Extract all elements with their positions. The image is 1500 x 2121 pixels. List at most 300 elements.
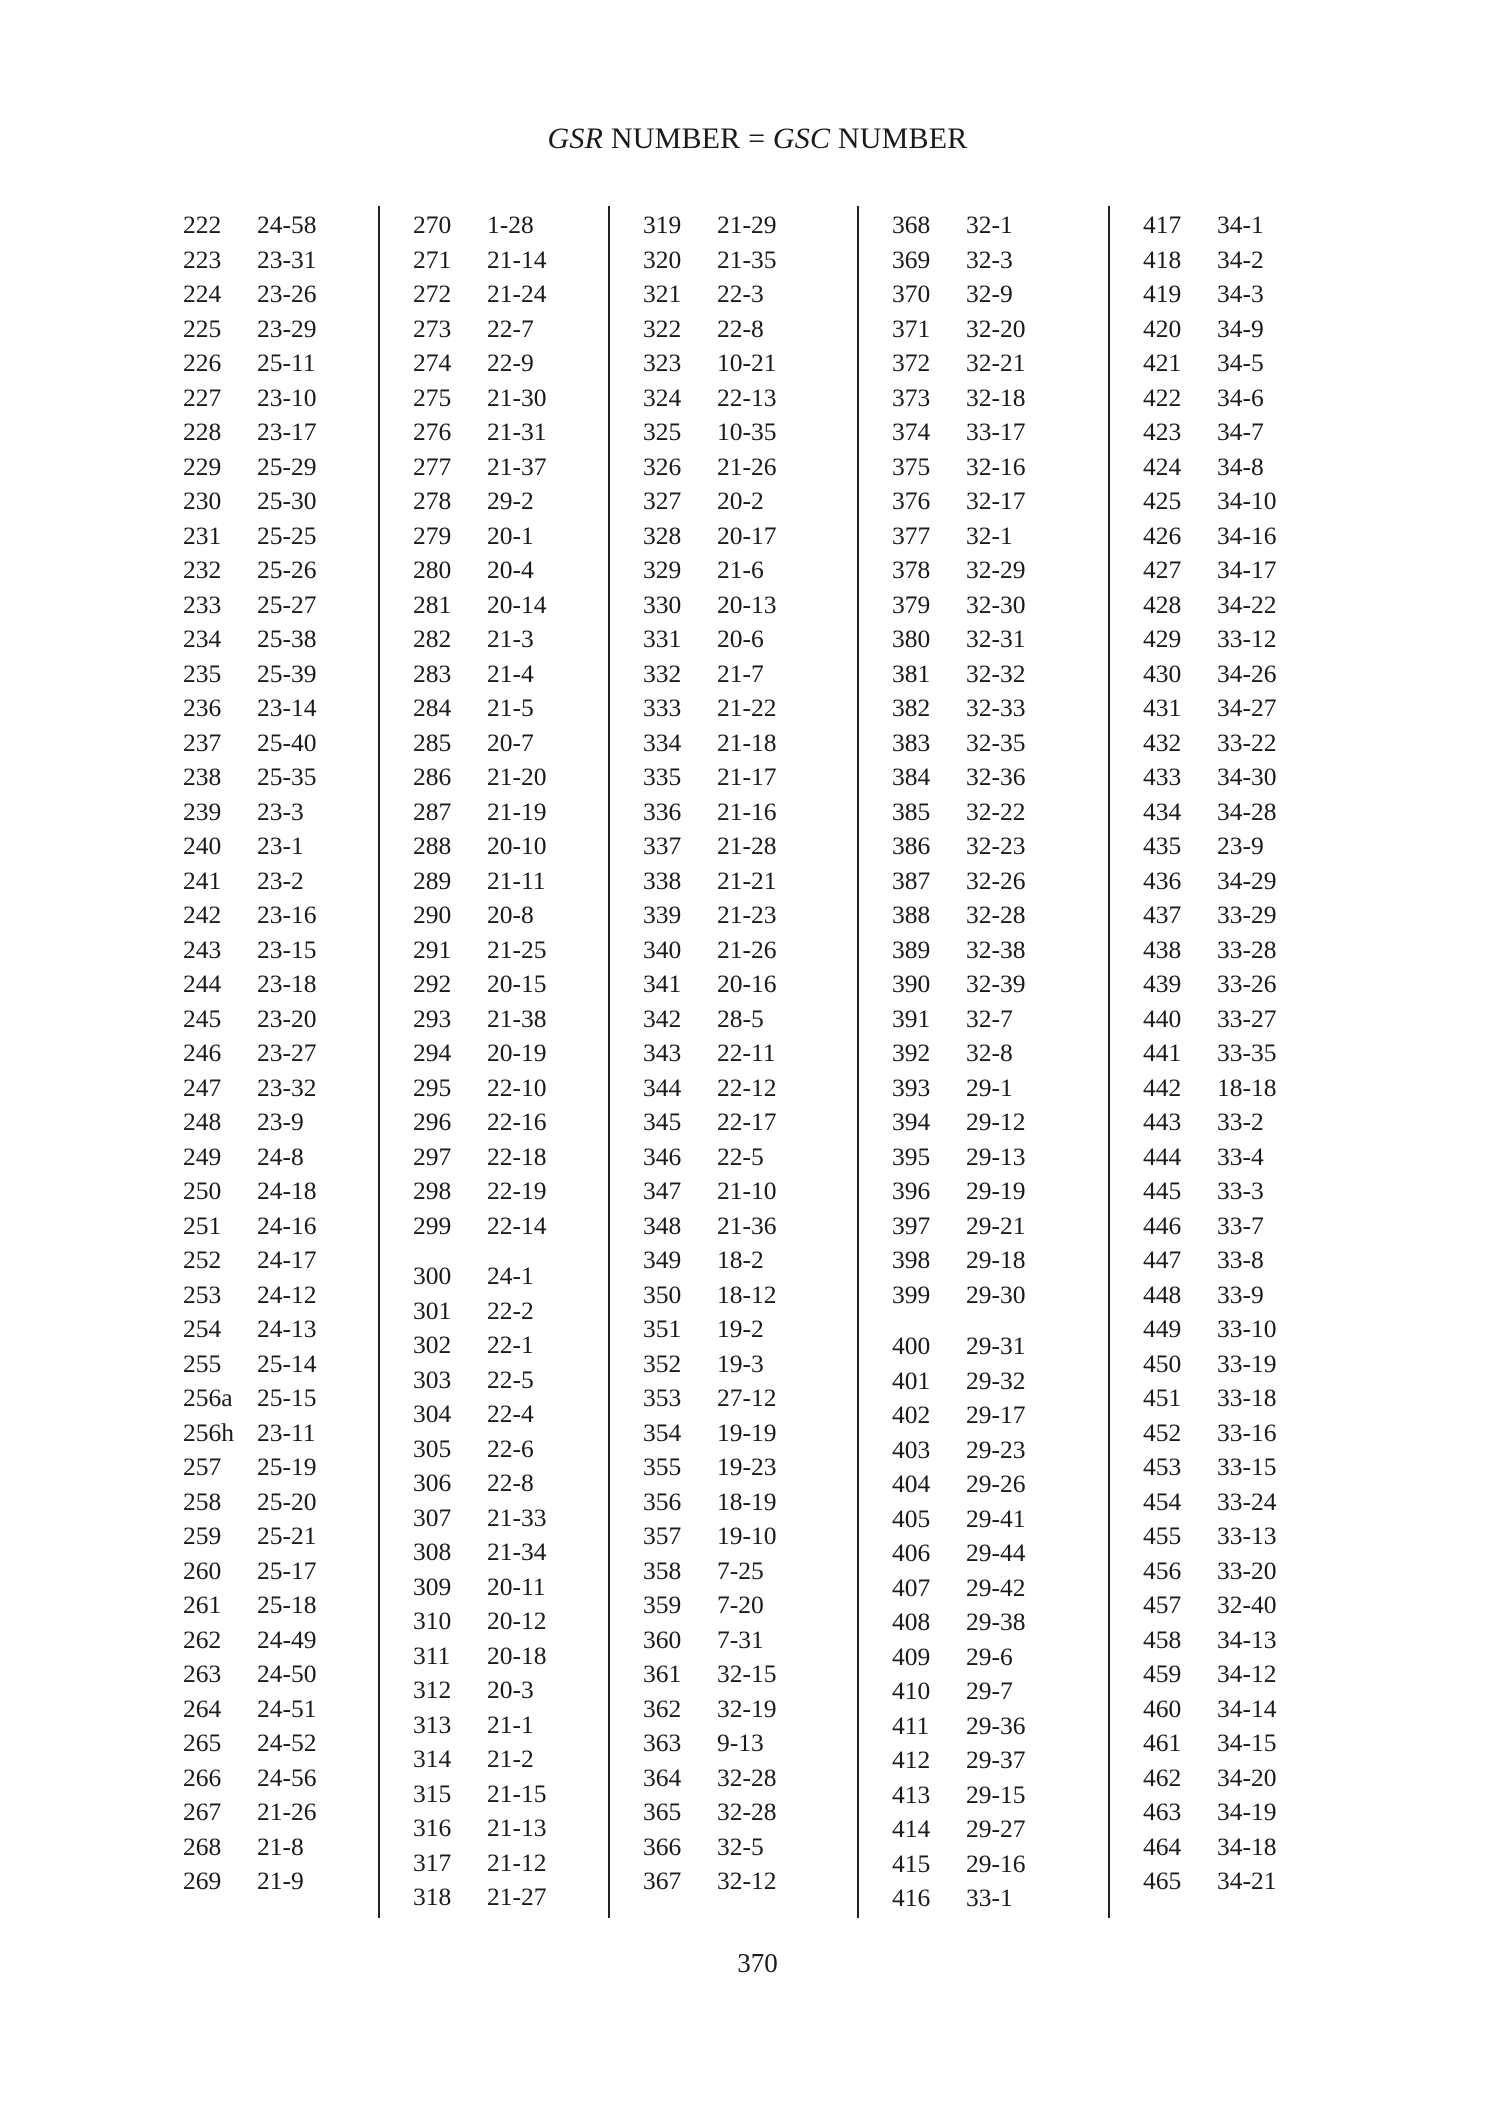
gsc-number: 34-30 <box>1217 762 1277 791</box>
gsc-number: 33-3 <box>1217 1176 1264 1205</box>
gsr-number: 301 <box>413 1295 452 1325</box>
gsc-number: 21-20 <box>487 762 547 791</box>
gsr-number: 308 <box>413 1537 452 1566</box>
gsr-number: 403 <box>892 1434 931 1464</box>
gsr-number: 322 <box>643 313 682 343</box>
gsc-number: 29-21 <box>966 1210 1026 1240</box>
gsr-number: 292 <box>413 969 452 998</box>
gsr-number: 459 <box>1143 1659 1182 1688</box>
gsc-number: 22-4 <box>487 1399 534 1428</box>
gsr-number: 445 <box>1143 1176 1182 1205</box>
gsc-number: 32-28 <box>717 1797 777 1826</box>
gsr-number: 375 <box>892 451 931 481</box>
gsr-number: 305 <box>413 1433 452 1463</box>
gsr-number: 229 <box>183 451 222 481</box>
gsc-number: 28-5 <box>717 1003 764 1033</box>
gsc-number: 23-15 <box>257 934 317 964</box>
gsc-number: 34-16 <box>1217 520 1277 550</box>
gsc-number: 25-17 <box>257 1555 317 1585</box>
gsr-number: 325 <box>643 417 682 446</box>
gsr-number: 355 <box>643 1452 682 1481</box>
gsr-number: 267 <box>183 1797 222 1826</box>
gsc-number: 22-2 <box>487 1295 534 1325</box>
gsc-number: 21-8 <box>257 1831 304 1861</box>
gsr-number: 357 <box>643 1521 682 1550</box>
gsc-number: 20-7 <box>487 727 534 757</box>
gsc-number: 32-33 <box>966 693 1026 722</box>
gsr-number: 439 <box>1143 969 1182 998</box>
gsc-number: 21-11 <box>487 865 546 895</box>
gsr-number: 318 <box>413 1882 452 1911</box>
gsc-number: 21-30 <box>487 382 547 412</box>
gsc-number: 34-3 <box>1217 279 1264 308</box>
gsr-number: 435 <box>1143 831 1182 860</box>
gsc-number: 22-8 <box>717 313 764 343</box>
gsc-number: 21-14 <box>487 244 547 274</box>
gsc-number: 33-28 <box>1217 934 1277 964</box>
gsr-number: 320 <box>643 244 682 274</box>
gsc-number: 20-6 <box>717 624 764 653</box>
gsr-number: 393 <box>892 1072 931 1102</box>
gsc-number: 34-14 <box>1217 1693 1277 1723</box>
gsr-number: 405 <box>892 1503 931 1533</box>
gsr-number: 384 <box>892 762 931 791</box>
gsc-number: 29-17 <box>966 1400 1026 1429</box>
gsr-number: 437 <box>1143 900 1182 929</box>
gsc-number: 34-17 <box>1217 555 1277 584</box>
gsr-number: 316 <box>413 1813 452 1842</box>
gsr-number: 276 <box>413 417 452 446</box>
gsc-number: 29-2 <box>487 486 534 515</box>
gsr-number: 346 <box>643 1141 682 1171</box>
gsr-number: 408 <box>892 1607 931 1636</box>
gsc-number: 29-6 <box>966 1641 1013 1671</box>
gsc-number: 22-13 <box>717 382 777 412</box>
gsc-number: 29-15 <box>966 1779 1026 1809</box>
gsc-number: 32-21 <box>966 348 1026 377</box>
gsr-number: 314 <box>413 1744 452 1773</box>
gsc-number: 21-7 <box>717 658 764 688</box>
gsc-number: 32-40 <box>1217 1590 1277 1619</box>
gsr-number: 274 <box>413 348 452 377</box>
gsr-number: 376 <box>892 486 931 515</box>
gsr-number: 452 <box>1143 1417 1182 1447</box>
gsr-number: 298 <box>413 1176 452 1205</box>
gsr-number: 321 <box>643 279 682 308</box>
gsr-number: 433 <box>1143 762 1182 791</box>
gsr-number: 315 <box>413 1778 452 1808</box>
gsr-number: 420 <box>1143 313 1182 343</box>
gsr-number: 311 <box>413 1640 451 1670</box>
gsr-number: 432 <box>1143 727 1182 757</box>
gsr-number: 223 <box>183 244 222 274</box>
gsc-number: 25-26 <box>257 555 317 584</box>
gsr-number: 243 <box>183 934 222 964</box>
gsc-number: 29-18 <box>966 1245 1026 1274</box>
gsc-number: 34-27 <box>1217 693 1277 722</box>
gsr-number: 343 <box>643 1038 682 1067</box>
gsr-number: 263 <box>183 1659 222 1688</box>
gsc-number: 23-2 <box>257 865 304 895</box>
gsc-number: 32-31 <box>966 624 1026 653</box>
gsc-number: 34-15 <box>1217 1728 1277 1757</box>
gsc-number: 25-29 <box>257 451 317 481</box>
gsc-number: 23-3 <box>257 796 304 826</box>
gsc-number: 23-14 <box>257 693 317 722</box>
gsr-number: 294 <box>413 1038 452 1067</box>
gsr-number: 287 <box>413 796 452 826</box>
gsc-number: 29-31 <box>966 1331 1026 1360</box>
gsr-number: 245 <box>183 1003 222 1033</box>
gsc-number: 21-17 <box>717 762 777 791</box>
gsr-number: 253 <box>183 1279 222 1309</box>
gsc-number: 21-1 <box>487 1709 534 1739</box>
gsc-number: 19-2 <box>717 1314 764 1343</box>
gsc-number: 20-12 <box>487 1606 547 1635</box>
gsr-number: 351 <box>643 1314 682 1343</box>
gsr-number: 460 <box>1143 1693 1182 1723</box>
gsc-number: 20-2 <box>717 486 764 515</box>
gsc-number: 34-7 <box>1217 417 1264 446</box>
gsc-number: 20-17 <box>717 520 777 550</box>
gsc-number: 22-7 <box>487 313 534 343</box>
gsr-number: 385 <box>892 796 931 826</box>
gsr-number: 353 <box>643 1383 682 1412</box>
gsc-number: 33-27 <box>1217 1003 1277 1033</box>
gsc-number: 34-22 <box>1217 589 1277 619</box>
gsc-number: 32-12 <box>717 1866 777 1895</box>
gsc-number: 24-1 <box>487 1261 534 1290</box>
gsr-number: 328 <box>643 520 682 550</box>
gsc-number: 32-7 <box>966 1003 1013 1033</box>
gsr-number: 225 <box>183 313 222 343</box>
gsc-number: 22-3 <box>717 279 764 308</box>
gsr-number: 238 <box>183 762 222 791</box>
gsc-number: 21-26 <box>257 1797 317 1826</box>
gsr-number: 415 <box>892 1848 931 1878</box>
gsc-number: 21-23 <box>717 900 777 929</box>
gsr-number: 465 <box>1143 1866 1182 1895</box>
gsc-number: 20-14 <box>487 589 547 619</box>
gsc-number: 24-17 <box>257 1245 317 1274</box>
gsr-number: 309 <box>413 1571 452 1601</box>
gsr-number: 450 <box>1143 1348 1182 1378</box>
gsc-number: 25-40 <box>257 727 317 757</box>
gsr-number: 360 <box>643 1624 682 1654</box>
gsr-number: 299 <box>413 1210 452 1240</box>
gsr-number: 344 <box>643 1072 682 1102</box>
gsc-number: 21-12 <box>487 1847 547 1877</box>
gsc-number: 29-27 <box>966 1814 1026 1843</box>
gsc-number: 32-19 <box>717 1693 777 1723</box>
gsc-number: 21-3 <box>487 624 534 653</box>
gsr-number: 247 <box>183 1072 222 1102</box>
gsr-number: 421 <box>1143 348 1182 377</box>
gsr-number: 430 <box>1143 658 1182 688</box>
gsr-number: 295 <box>413 1072 452 1102</box>
gsr-number: 429 <box>1143 624 1182 653</box>
gsc-number: 34-13 <box>1217 1624 1277 1654</box>
gsr-number: 302 <box>413 1330 452 1359</box>
gsc-number: 25-35 <box>257 762 317 791</box>
gsc-number: 32-8 <box>966 1038 1013 1067</box>
gsc-number: 23-29 <box>257 313 317 343</box>
gsr-number: 395 <box>892 1141 931 1171</box>
gsr-number: 396 <box>892 1176 931 1205</box>
gsc-number: 21-28 <box>717 831 777 860</box>
gsr-number: 423 <box>1143 417 1182 446</box>
gsc-number: 29-12 <box>966 1107 1026 1136</box>
gsc-number: 18-19 <box>717 1486 777 1516</box>
column-divider <box>378 206 380 1918</box>
gsr-number: 319 <box>643 210 682 239</box>
gsc-number: 34-26 <box>1217 658 1277 688</box>
gsr-number: 462 <box>1143 1762 1182 1792</box>
gsr-number: 256a <box>183 1383 233 1412</box>
gsc-number: 34-5 <box>1217 348 1264 377</box>
gsc-number: 20-16 <box>717 969 777 998</box>
gsc-number: 29-42 <box>966 1572 1026 1602</box>
gsr-number: 444 <box>1143 1141 1182 1171</box>
gsc-number: 21-22 <box>717 693 777 722</box>
gsr-number: 284 <box>413 693 452 722</box>
gsc-number: 21-37 <box>487 451 547 481</box>
gsr-number: 410 <box>892 1676 931 1705</box>
gsr-number: 271 <box>413 244 452 274</box>
gsr-number: 248 <box>183 1107 222 1136</box>
gsc-number: 33-13 <box>1217 1521 1277 1550</box>
gsc-number: 34-2 <box>1217 244 1264 274</box>
gsr-number: 313 <box>413 1709 452 1739</box>
gsr-number: 416 <box>892 1883 931 1912</box>
gsc-number: 22-9 <box>487 348 534 377</box>
gsc-number: 32-23 <box>966 831 1026 860</box>
gsr-number: 236 <box>183 693 222 722</box>
gsc-number: 22-18 <box>487 1141 547 1171</box>
gsc-number: 33-7 <box>1217 1210 1264 1240</box>
gsc-number: 23-9 <box>1217 831 1264 860</box>
gsr-number: 373 <box>892 382 931 412</box>
gsc-number: 34-1 <box>1217 210 1264 239</box>
gsr-number: 404 <box>892 1469 931 1498</box>
gsr-number: 235 <box>183 658 222 688</box>
gsr-number: 379 <box>892 589 931 619</box>
gsc-number: 32-1 <box>966 520 1013 550</box>
gsr-number: 454 <box>1143 1486 1182 1516</box>
gsc-number: 22-6 <box>487 1433 534 1463</box>
gsr-number: 237 <box>183 727 222 757</box>
gsr-number: 341 <box>643 969 682 998</box>
gsr-number: 279 <box>413 520 452 550</box>
gsc-number: 29-19 <box>966 1176 1026 1205</box>
gsr-number: 334 <box>643 727 682 757</box>
gsc-number: 34-9 <box>1217 313 1264 343</box>
gsc-number: 21-27 <box>487 1882 547 1911</box>
gsr-number: 280 <box>413 555 452 584</box>
gsc-number: 25-20 <box>257 1486 317 1516</box>
gsr-number: 239 <box>183 796 222 826</box>
gsr-number: 251 <box>183 1210 222 1240</box>
gsr-number: 390 <box>892 969 931 998</box>
gsr-number: 406 <box>892 1538 931 1567</box>
gsr-number: 255 <box>183 1348 222 1378</box>
gsr-number: 367 <box>643 1866 682 1895</box>
gsr-number: 330 <box>643 589 682 619</box>
gsr-number: 342 <box>643 1003 682 1033</box>
gsc-number: 19-10 <box>717 1521 777 1550</box>
column-divider <box>608 206 610 1918</box>
gsc-number: 25-27 <box>257 589 317 619</box>
gsc-number: 21-18 <box>717 727 777 757</box>
gsc-number: 21-19 <box>487 796 547 826</box>
gsr-number: 242 <box>183 900 222 929</box>
gsr-number: 455 <box>1143 1521 1182 1550</box>
gsc-number: 33-2 <box>1217 1107 1264 1136</box>
gsc-number: 24-16 <box>257 1210 317 1240</box>
gsr-number: 354 <box>643 1417 682 1447</box>
gsr-number: 448 <box>1143 1279 1182 1309</box>
gsr-number: 400 <box>892 1331 931 1360</box>
gsr-number: 277 <box>413 451 452 481</box>
gsr-number: 412 <box>892 1745 931 1774</box>
gsr-number: 442 <box>1143 1072 1182 1102</box>
gsc-number: 32-9 <box>966 279 1013 308</box>
page-title <box>0 122 1500 156</box>
gsc-number: 25-14 <box>257 1348 317 1378</box>
gsc-number: 23-16 <box>257 900 317 929</box>
gsr-number: 256h <box>183 1417 234 1447</box>
gsc-number: 18-2 <box>717 1245 764 1274</box>
gsc-number: 32-39 <box>966 969 1026 998</box>
gsr-number: 241 <box>183 865 222 895</box>
gsr-number: 387 <box>892 865 931 895</box>
gsc-number: 24-18 <box>257 1176 317 1205</box>
gsc-number: 22-10 <box>487 1072 547 1102</box>
gsc-number: 23-31 <box>257 244 317 274</box>
gsc-number: 22-1 <box>487 1330 534 1359</box>
gsr-number: 364 <box>643 1762 682 1792</box>
gsc-number: 21-24 <box>487 279 547 308</box>
gsc-number: 33-10 <box>1217 1314 1277 1343</box>
gsr-number: 401 <box>892 1365 931 1395</box>
gsc-number: 10-21 <box>717 348 777 377</box>
gsr-number: 446 <box>1143 1210 1182 1240</box>
gsr-number: 447 <box>1143 1245 1182 1274</box>
gsr-number: 451 <box>1143 1383 1182 1412</box>
gsc-number: 23-1 <box>257 831 304 860</box>
gsr-number: 359 <box>643 1590 682 1619</box>
gsc-number: 32-1 <box>966 210 1013 239</box>
gsc-number: 32-38 <box>966 934 1026 964</box>
gsr-number: 438 <box>1143 934 1182 964</box>
gsr-number: 291 <box>413 934 452 964</box>
gsc-number: 23-11 <box>257 1417 316 1447</box>
gsr-number: 358 <box>643 1555 682 1585</box>
gsc-number: 20-18 <box>487 1640 547 1670</box>
gsr-number: 293 <box>413 1003 452 1033</box>
gsr-number: 366 <box>643 1831 682 1861</box>
gsr-number: 392 <box>892 1038 931 1067</box>
gsr-number: 380 <box>892 624 931 653</box>
gsr-number: 388 <box>892 900 931 929</box>
gsc-number: 34-8 <box>1217 451 1264 481</box>
gsc-number: 21-29 <box>717 210 777 239</box>
gsr-number: 258 <box>183 1486 222 1516</box>
gsr-number: 426 <box>1143 520 1182 550</box>
gsr-number: 257 <box>183 1452 222 1481</box>
gsr-number: 231 <box>183 520 222 550</box>
gsr-number: 326 <box>643 451 682 481</box>
gsc-number: 32-18 <box>966 382 1026 412</box>
gsr-number: 232 <box>183 555 222 584</box>
gsr-number: 317 <box>413 1847 452 1877</box>
gsc-number: 21-9 <box>257 1866 304 1895</box>
gsr-number: 383 <box>892 727 931 757</box>
gsc-number: 24-12 <box>257 1279 317 1309</box>
gsc-number: 24-52 <box>257 1728 317 1757</box>
gsr-number: 327 <box>643 486 682 515</box>
gsr-number: 371 <box>892 313 931 343</box>
gsr-number: 285 <box>413 727 452 757</box>
gsr-number: 369 <box>892 244 931 274</box>
gsc-number: 25-11 <box>257 348 316 377</box>
gsr-number: 394 <box>892 1107 931 1136</box>
gsr-number: 233 <box>183 589 222 619</box>
gsc-number: 23-10 <box>257 382 317 412</box>
gsr-number: 304 <box>413 1399 452 1428</box>
gsc-number: 29-23 <box>966 1434 1026 1464</box>
gsc-number: 29-38 <box>966 1607 1026 1636</box>
gsr-number: 228 <box>183 417 222 446</box>
gsc-number: 25-25 <box>257 520 317 550</box>
gsr-number: 382 <box>892 693 931 722</box>
gsc-number: 21-15 <box>487 1778 547 1808</box>
gsc-number: 34-12 <box>1217 1659 1277 1688</box>
gsc-number: 19-3 <box>717 1348 764 1378</box>
gsr-number: 425 <box>1143 486 1182 515</box>
gsc-number: 33-19 <box>1217 1348 1277 1378</box>
gsr-number: 391 <box>892 1003 931 1033</box>
gsr-number: 303 <box>413 1364 452 1394</box>
gsc-number: 25-15 <box>257 1383 317 1412</box>
gsr-number: 264 <box>183 1693 222 1723</box>
gsc-number: 29-13 <box>966 1141 1026 1171</box>
gsc-number: 23-17 <box>257 417 317 446</box>
gsc-number: 22-17 <box>717 1107 777 1136</box>
gsr-number: 335 <box>643 762 682 791</box>
gsc-number: 32-22 <box>966 796 1026 826</box>
gsc-number: 24-8 <box>257 1141 304 1171</box>
gsr-number: 282 <box>413 624 452 653</box>
gsc-number: 9-13 <box>717 1728 764 1757</box>
gsc-number: 25-21 <box>257 1521 317 1550</box>
gsc-number: 23-20 <box>257 1003 317 1033</box>
gsr-number: 329 <box>643 555 682 584</box>
gsr-number: 306 <box>413 1468 452 1497</box>
gsc-number: 21-5 <box>487 693 534 722</box>
gsc-number: 34-10 <box>1217 486 1277 515</box>
gsr-number: 386 <box>892 831 931 860</box>
gsr-number: 340 <box>643 934 682 964</box>
gsr-number: 441 <box>1143 1038 1182 1067</box>
gsc-number: 33-15 <box>1217 1452 1277 1481</box>
gsr-number: 456 <box>1143 1555 1182 1585</box>
gsr-number: 250 <box>183 1176 222 1205</box>
gsr-number: 422 <box>1143 382 1182 412</box>
gsc-number: 21-21 <box>717 865 777 895</box>
gsr-number: 337 <box>643 831 682 860</box>
gsc-number: 25-19 <box>257 1452 317 1481</box>
